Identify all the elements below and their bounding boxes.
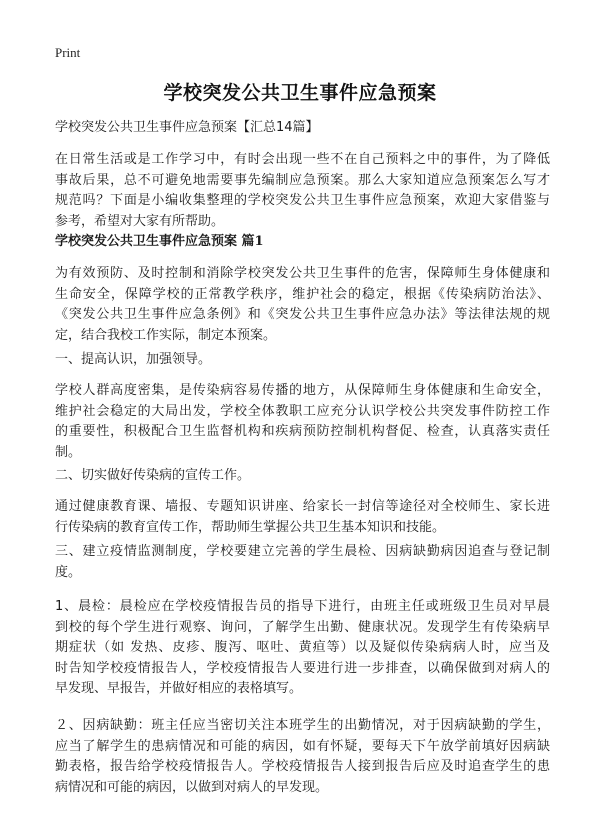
text-line: 病情况和可能的病因，以做到对病人的早发现。 — [55, 779, 329, 795]
text-line: 行传染病的教育宣传工作，帮助师生掌握公共卫生基本知识和技能。 — [55, 519, 446, 535]
text-line: 为有效预防、及时控制和消除学校突发公共卫生事件的危害，保障师生身体健康和 — [55, 266, 550, 281]
paragraph-absence — [55, 716, 550, 798]
text-line: 的重要性，积极配合卫生监督机构和疾病预防控制机构督促、检查，认真落实责任 — [55, 424, 550, 439]
paragraph-publicity — [55, 497, 550, 538]
text-line: 勤表格，报告给学校疫情报告人。学校疫情报告人接到报告后应及时追查学生的患 — [55, 759, 550, 774]
text-line: 早发现、早报告，并做好相应的表格填写。 — [55, 681, 303, 696]
text-line: 度。 — [55, 564, 82, 580]
text-line: 《突发公共卫生事件应急条例》和《突发公共卫生事件应急办法》等法律法规的规 — [55, 307, 550, 322]
intro-paragraph — [55, 150, 550, 232]
subsection-heading-1 — [55, 350, 550, 371]
text-line: 到校的每个学生进行观察、询问，了解学生出勤、健康状况。发现学生有传染病早 — [55, 619, 550, 635]
document-subtitle — [55, 118, 550, 139]
subsection-heading-2 — [55, 466, 550, 487]
text-line: 期症状（如 发热、皮疹、腹泻、呕吐、黄疸等）以及疑似传染病病人时，应当及 — [55, 640, 550, 655]
text-line: 参考，希望对大家有所帮助。 — [55, 213, 225, 229]
text-line: 1、晨检：晨检应在学校疫情报告员的指导下进行，由班主任或班级卫生员对早晨 — [55, 599, 550, 614]
text-line: 应当了解学生的患病情况和可能的病因，如有怀疑，要每天下午放学前填好因病缺 — [55, 738, 550, 754]
text-line: 生命安全，保障学校的正常教学秩序，维护社会的稳定，根据《传染病防治法》、 — [55, 286, 550, 302]
paragraph-morning-check — [55, 597, 550, 700]
text-line: 二、切实做好传染病的宣传工作。 — [55, 468, 251, 483]
heading-line: 学校突发公共卫生事件应急预案 篇1 — [55, 234, 264, 249]
subsection-heading-3 — [55, 542, 550, 583]
text-line: 三、建立疫情监测制度，学校要建立完善的学生晨检、因病缺勤病因追查与登记制 — [55, 544, 550, 559]
text-line: 维护社会稳定的大局出发，学校全体教职工应充分认识学校公共突发事件防控工作 — [55, 403, 550, 419]
text-line: 学校人群高度密集，是传染病容易传播的地方，从保障师生身体健康和生命安全， — [55, 383, 550, 398]
section-heading — [55, 232, 550, 253]
text-line: 时告知学校疫情报告人，学校疫情报告人要进行进一步排查，以确保做到对病人的 — [55, 660, 550, 676]
page-title: 学校突发公共卫生事件应急预案 — [163, 82, 437, 104]
text-line: ２、因病缺勤：班主任应当密切关注本班学生的出勤情况，对于因病缺勤的学生， — [55, 718, 550, 733]
text-line: 定，结合我校工作实际，制定本预案。 — [55, 327, 277, 343]
text-line: 通过健康教育课、墙报、专题知识讲座、给家长一封信等途径对全校师生、家长进 — [55, 499, 550, 514]
paragraph-awareness — [55, 381, 550, 463]
subtitle-line: 学校突发公共卫生事件应急预案【汇总14篇】 — [55, 120, 319, 135]
text-line: 一、提高认识，加强领导。 — [55, 352, 212, 367]
print-link[interactable]: Print — [55, 45, 81, 60]
text-line: 制。 — [55, 444, 82, 460]
text-line: 规范吗？下面是小编收集整理的学校突发公共卫生事件应急预案，欢迎大家借鉴与 — [55, 193, 550, 208]
text-line: 事故后果，总不可避免地需要事先编制应急预案。那么大家知道应急预案怎么写才 — [55, 172, 550, 188]
paragraph-purpose — [55, 264, 550, 346]
text-line: 在日常生活或是工作学习中，有时会出现一些不在自己预料之中的事件，为了降低 — [55, 152, 550, 167]
